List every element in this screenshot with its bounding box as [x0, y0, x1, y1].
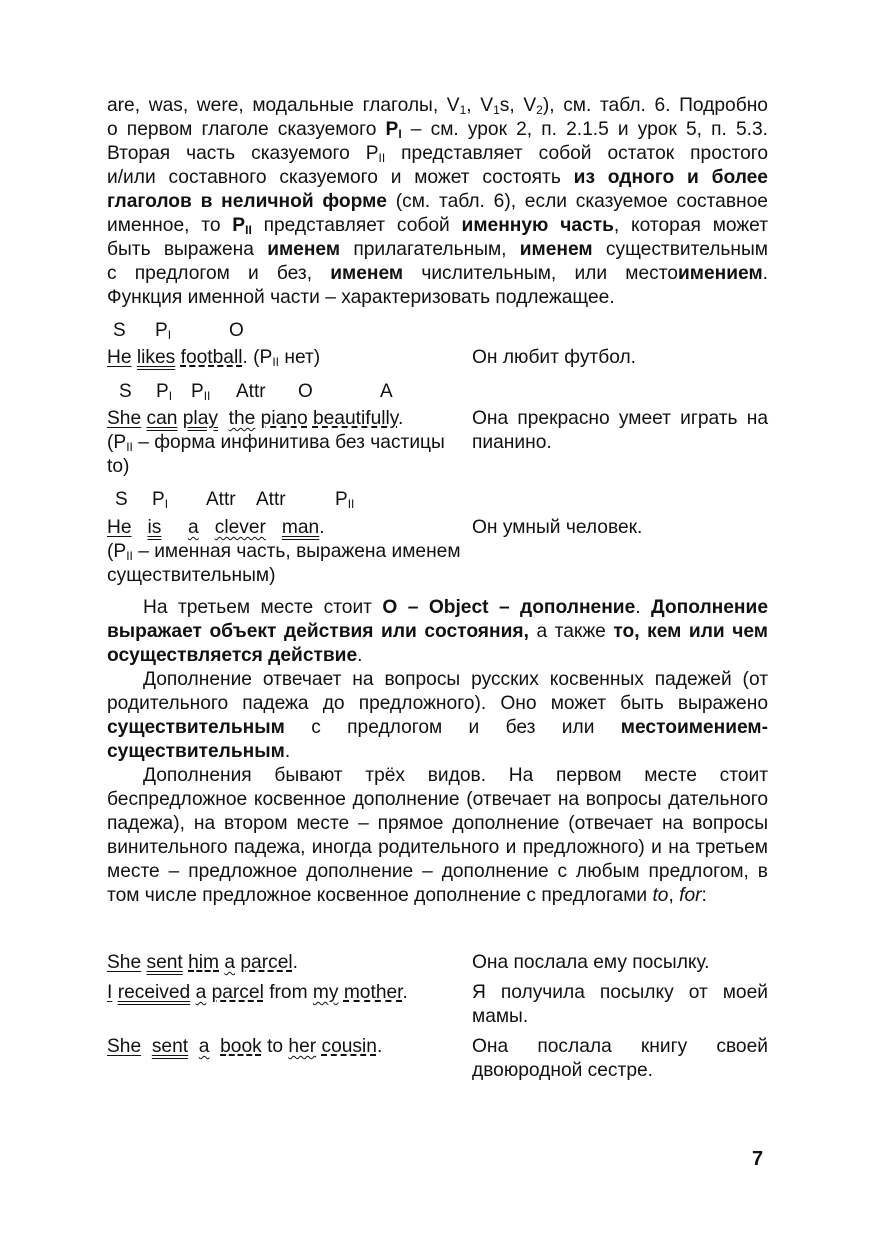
intro-line: именное, то $P_{II}$ представляет собой именную часть, которая может	[107, 215, 768, 237]
intro-line: Функция именной части – характеризовать подлежащее.	[107, 287, 615, 308]
label-attribute: Attr	[256, 489, 286, 510]
intro-line: и/или составного сказуемого и может состоять из одного и более	[107, 167, 768, 188]
example-translation: Он умный человек.	[472, 517, 643, 538]
example-sentence: He likes football. ($P_{II}$ нет)	[107, 347, 321, 369]
label-object: O	[229, 320, 244, 341]
example-translation: Она прекрасно умеет играть на пианино.	[472, 408, 768, 453]
page-number: 7	[752, 1148, 764, 1170]
label-object: O	[298, 381, 313, 402]
label-predicate-1: $P_I$	[152, 489, 169, 511]
example-translation: Она послала книгу своей двоюродной сестре.	[472, 1036, 768, 1081]
example-translation: Я получила посылку от моей мамы.	[472, 982, 768, 1027]
object-paragraph-2: Дополнение отвечает на вопросы русских косвенных падежей (от родительного падежа до предложного). Оно может быть выражено существительным с предлогом и без или местоимением-существительным.	[107, 669, 768, 762]
example-sentence: I received a parcel from my mother.	[107, 982, 408, 1003]
example-note: ($P_{II}$ – именная часть, выражена именем существительным)	[107, 541, 461, 586]
label-predicate-2: $P_{II}$	[191, 381, 211, 403]
label-predicate-2: $P_{II}$	[335, 489, 355, 511]
label-subject: S	[115, 489, 128, 510]
intro-line: Вторая часть сказуемого $P_{II}$ представляет собой остаток простого	[107, 143, 768, 165]
example-sentence: She can play the piano beautifully.	[107, 408, 404, 429]
intro-line: глаголов в неличной форме (см. табл. 6), если сказуемое составное	[107, 191, 768, 212]
example-sentence: She sent him a parcel.	[107, 952, 298, 973]
example-translation: Она послала ему посылку.	[472, 952, 710, 973]
label-subject: S	[119, 381, 132, 402]
label-adverbial: A	[380, 381, 393, 402]
intro-line: are, was, were, модальные глаголы, $V_1$, $V_1s$, $V_2$), см. табл. 6. Подробно	[107, 95, 768, 117]
object-paragraph-1: На третьем месте стоит O – Object – дополнение. Дополнение выражает объект действия или состояния, а также то, кем или чем осуществляется действие.	[107, 597, 768, 666]
example-sentence: She sent a book to her cousin.	[107, 1036, 383, 1057]
intro-line: быть выражена именем прилагательным, именем существительным	[107, 239, 768, 260]
example-translation: Он любит футбол.	[472, 347, 636, 368]
intro-line: с предлогом и без, именем числительным, или местоимением.	[107, 263, 768, 284]
example-note: ($P_{II}$ – форма инфинитива без частицы to)	[107, 432, 445, 477]
example-sentence: He is a clever man.	[107, 517, 325, 538]
label-predicate-1: $P_I$	[156, 381, 173, 403]
label-subject: S	[113, 320, 126, 341]
intro-line: о первом глаголе сказуемого $P_I$ – см. урок 2, п. 2.1.5 и урок 5, п. 5.3.	[107, 119, 768, 141]
object-paragraph-3: Дополнения бывают трёх видов. На первом месте стоит беспредложное косвенное дополнение (отвечает на вопросы дательного падежа), на втором месте – прямое дополнение (отвечает на вопросы винительного падежа, иногда родительного и предложного) и на третьем месте – предложное дополнение – дополнение с любым предлогом, в том числе предложное косвенное дополнение с предлогами to, for:	[107, 765, 768, 906]
label-predicate-1: $P_I$	[155, 320, 172, 342]
label-attribute: Attr	[236, 381, 266, 402]
label-attribute: Attr	[206, 489, 236, 510]
